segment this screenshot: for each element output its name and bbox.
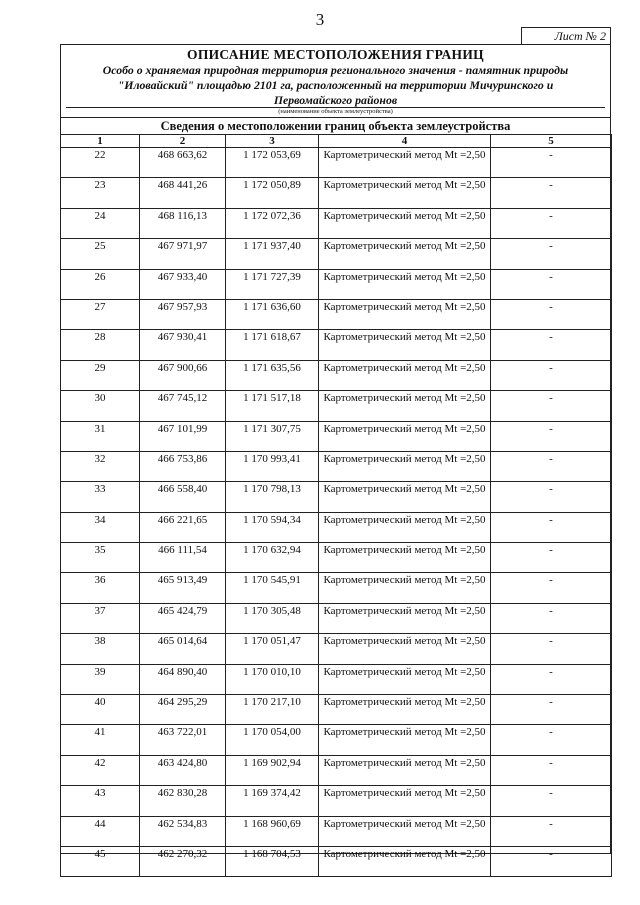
method-cell: Картометрический метод Mt =2,50 <box>319 543 491 573</box>
point-number: 41 <box>61 725 140 755</box>
page-number: 3 <box>315 10 325 29</box>
method-cell: Картометрический метод Mt =2,50 <box>319 512 491 542</box>
coordinate-y: 1 171 727,39 <box>226 269 319 299</box>
point-number: 44 <box>61 816 140 846</box>
sheet-label: Лист № 2 <box>521 27 611 44</box>
method-cell: Картометрический метод Mt =2,50 <box>319 299 491 329</box>
point-number: 36 <box>61 573 140 603</box>
document-title: ОПИСАНИЕ МЕСТОПОЛОЖЕНИЯ ГРАНИЦ <box>187 47 484 62</box>
note-cell: - <box>491 543 612 573</box>
method-cell: Картометрический метод Mt =2,50 <box>319 178 491 208</box>
coordinate-x: 464 295,29 <box>140 695 226 725</box>
note-cell: - <box>491 330 612 360</box>
table-row <box>61 634 612 664</box>
table-row <box>61 786 612 816</box>
method-cell: Картометрический метод Mt =2,50 <box>319 786 491 816</box>
coordinate-y: 1 172 053,69 <box>226 148 319 178</box>
coordinate-x: 465 913,49 <box>140 573 226 603</box>
coordinate-y: 1 169 902,94 <box>226 755 319 785</box>
method-cell: Картометрический метод Mt =2,50 <box>319 421 491 451</box>
table-row <box>61 512 612 542</box>
note-cell: - <box>491 178 612 208</box>
column-header: 3 <box>226 135 319 148</box>
coordinate-x: 462 830,28 <box>140 786 226 816</box>
coordinate-y: 1 169 374,42 <box>226 786 319 816</box>
coordinate-x: 467 957,93 <box>140 299 226 329</box>
coordinate-y: 1 171 937,40 <box>226 239 319 269</box>
method-cell: Картометрический метод Mt =2,50 <box>319 360 491 390</box>
table-row <box>61 451 612 481</box>
coordinate-x: 468 116,13 <box>140 208 226 238</box>
coordinate-y: 1 170 594,34 <box>226 512 319 542</box>
note-cell: - <box>491 421 612 451</box>
table-row <box>61 603 612 633</box>
coordinate-y: 1 170 993,41 <box>226 451 319 481</box>
table-row <box>61 664 612 694</box>
coordinate-y: 1 170 632,94 <box>226 543 319 573</box>
column-header: 2 <box>140 135 226 148</box>
method-cell: Картометрический метод Mt =2,50 <box>319 239 491 269</box>
note-cell: - <box>491 816 612 846</box>
note-cell: - <box>491 603 612 633</box>
table-row <box>61 421 612 451</box>
point-number: 40 <box>61 695 140 725</box>
column-header: 1 <box>61 135 140 148</box>
point-number: 33 <box>61 482 140 512</box>
note-cell: - <box>491 725 612 755</box>
point-number: 32 <box>61 451 140 481</box>
note-cell: - <box>491 634 612 664</box>
point-number: 26 <box>61 269 140 299</box>
table-row <box>61 482 612 512</box>
method-cell: Картометрический метод Mt =2,50 <box>319 634 491 664</box>
coordinate-y: 1 171 307,75 <box>226 421 319 451</box>
point-number: 45 <box>61 846 140 876</box>
point-number: 27 <box>61 299 140 329</box>
coordinate-y: 1 172 050,89 <box>226 178 319 208</box>
table-header-row <box>61 135 612 148</box>
note-cell: - <box>491 512 612 542</box>
coordinate-x: 464 890,40 <box>140 664 226 694</box>
table-row <box>61 299 612 329</box>
table-row <box>61 573 612 603</box>
table-row <box>61 178 612 208</box>
coordinate-x: 465 014,64 <box>140 634 226 664</box>
table-row <box>61 208 612 238</box>
coordinate-y: 1 171 635,56 <box>226 360 319 390</box>
point-number: 24 <box>61 208 140 238</box>
method-cell: Картометрический метод Mt =2,50 <box>319 330 491 360</box>
coordinate-y: 1 170 010,10 <box>226 664 319 694</box>
method-cell: Картометрический метод Mt =2,50 <box>319 208 491 238</box>
table-row <box>61 816 612 846</box>
point-number: 37 <box>61 603 140 633</box>
coordinate-x: 466 558,40 <box>140 482 226 512</box>
table-row <box>61 148 612 178</box>
column-header: 4 <box>319 135 491 148</box>
point-number: 28 <box>61 330 140 360</box>
note-cell: - <box>491 786 612 816</box>
coordinates-table <box>60 134 612 877</box>
coordinate-y: 1 172 072,36 <box>226 208 319 238</box>
point-number: 22 <box>61 148 140 178</box>
coordinate-x: 467 933,40 <box>140 269 226 299</box>
point-number: 25 <box>61 239 140 269</box>
point-number: 35 <box>61 543 140 573</box>
point-number: 30 <box>61 391 140 421</box>
coordinate-y: 1 170 054,00 <box>226 725 319 755</box>
coordinate-y: 1 170 798,13 <box>226 482 319 512</box>
method-cell: Картометрический метод Mt =2,50 <box>319 269 491 299</box>
table-row <box>61 391 612 421</box>
note-cell: - <box>491 664 612 694</box>
method-cell: Картометрический метод Mt =2,50 <box>319 391 491 421</box>
point-number: 31 <box>61 421 140 451</box>
coordinate-x: 467 745,12 <box>140 391 226 421</box>
method-cell: Картометрический метод Mt =2,50 <box>319 695 491 725</box>
note-cell: - <box>491 239 612 269</box>
note-cell: - <box>491 695 612 725</box>
coordinate-y: 1 170 545,91 <box>226 573 319 603</box>
note-cell: - <box>491 208 612 238</box>
coordinate-y: 1 168 960,69 <box>226 816 319 846</box>
note-cell: - <box>491 846 612 876</box>
note-cell: - <box>491 391 612 421</box>
coordinate-x: 467 930,41 <box>140 330 226 360</box>
method-cell: Картометрический метод Mt =2,50 <box>319 664 491 694</box>
coordinate-y: 1 170 217,10 <box>226 695 319 725</box>
method-cell: Картометрический метод Mt =2,50 <box>319 816 491 846</box>
method-cell: Картометрический метод Mt =2,50 <box>319 451 491 481</box>
document-subtitle: Особо о храняемая природная территория регионального значения - памятник природы "Иловайский" площадью 2101 га, расположенный на территории Мичуринского и Первомайского районов <box>102 63 569 107</box>
coordinate-y: 1 171 618,67 <box>226 330 319 360</box>
table-body <box>61 148 612 877</box>
table-row <box>61 755 612 785</box>
coordinate-x: 465 424,79 <box>140 603 226 633</box>
table-row <box>61 846 612 876</box>
method-cell: Картометрический метод Mt =2,50 <box>319 148 491 178</box>
point-number: 39 <box>61 664 140 694</box>
coordinate-x: 462 534,83 <box>140 816 226 846</box>
coordinate-x: 467 971,97 <box>140 239 226 269</box>
table-row <box>61 269 612 299</box>
coordinate-x: 468 441,26 <box>140 178 226 208</box>
note-cell: - <box>491 482 612 512</box>
coordinate-x: 467 101,99 <box>140 421 226 451</box>
coordinate-y: 1 168 704,53 <box>226 846 319 876</box>
table-row <box>61 725 612 755</box>
point-number: 29 <box>61 360 140 390</box>
section-title: Сведения о местоположении границ объекта землеустройства <box>60 117 611 134</box>
coordinate-x: 463 722,01 <box>140 725 226 755</box>
table-row <box>61 695 612 725</box>
coordinate-x: 463 424,80 <box>140 755 226 785</box>
method-cell: Картометрический метод Mt =2,50 <box>319 725 491 755</box>
method-cell: Картометрический метод Mt =2,50 <box>319 482 491 512</box>
method-cell: Картометрический метод Mt =2,50 <box>319 603 491 633</box>
coordinate-x: 468 663,62 <box>140 148 226 178</box>
point-number: 34 <box>61 512 140 542</box>
note-cell: - <box>491 299 612 329</box>
table-row <box>61 543 612 573</box>
table-row <box>61 360 612 390</box>
coordinate-y: 1 171 517,18 <box>226 391 319 421</box>
point-number: 43 <box>61 786 140 816</box>
method-cell: Картометрический метод Mt =2,50 <box>319 755 491 785</box>
coordinate-y: 1 171 636,60 <box>226 299 319 329</box>
point-number: 23 <box>61 178 140 208</box>
note-cell: - <box>491 148 612 178</box>
coordinate-x: 466 753,86 <box>140 451 226 481</box>
coordinate-x: 466 221,65 <box>140 512 226 542</box>
coordinate-y: 1 170 305,48 <box>226 603 319 633</box>
point-number: 38 <box>61 634 140 664</box>
table-row <box>61 330 612 360</box>
table-row <box>61 239 612 269</box>
coordinate-x: 467 900,66 <box>140 360 226 390</box>
note-cell: - <box>491 269 612 299</box>
method-cell: Картометрический метод Mt =2,50 <box>319 846 491 876</box>
note-cell: - <box>491 755 612 785</box>
point-number: 42 <box>61 755 140 785</box>
coordinate-x: 466 111,54 <box>140 543 226 573</box>
method-cell: Картометрический метод Mt =2,50 <box>319 573 491 603</box>
note-cell: - <box>491 360 612 390</box>
coordinate-y: 1 170 051,47 <box>226 634 319 664</box>
note-cell: - <box>491 573 612 603</box>
object-caption: (наименование объекта землеустройства) <box>278 108 393 115</box>
note-cell: - <box>491 451 612 481</box>
column-header: 5 <box>491 135 612 148</box>
coordinate-x: 462 270,32 <box>140 846 226 876</box>
